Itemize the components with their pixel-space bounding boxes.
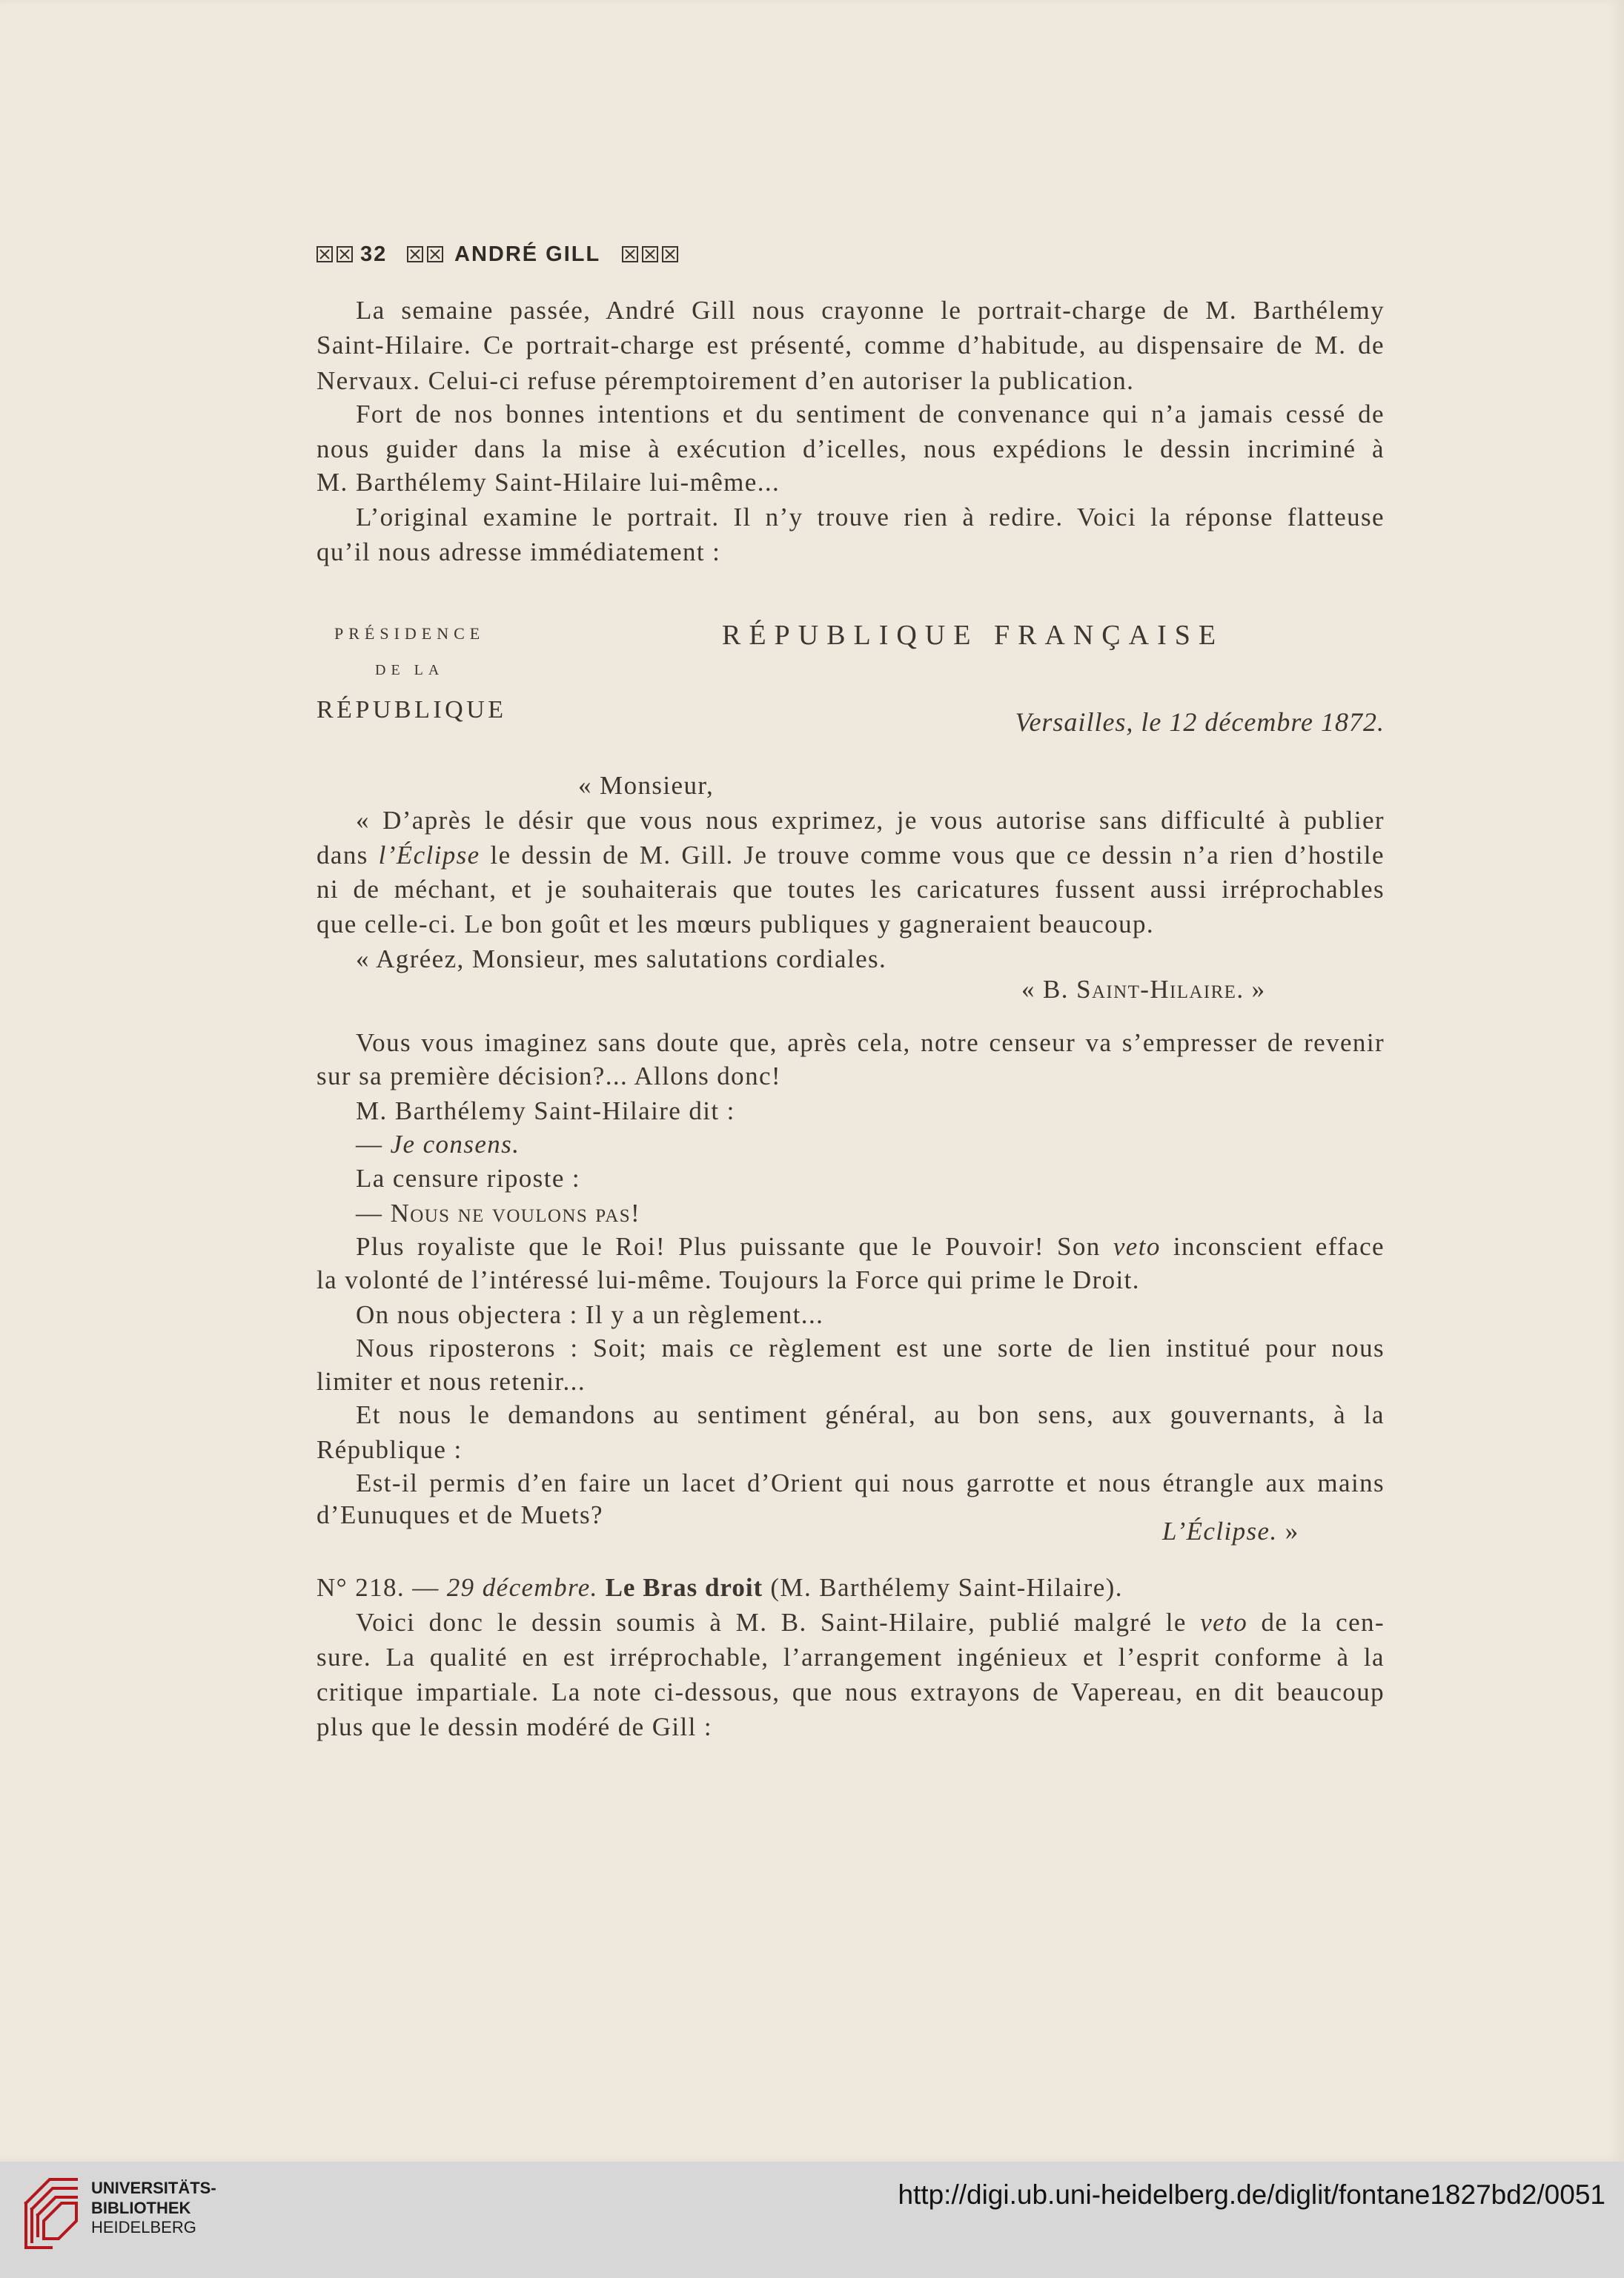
text-line: [316, 1196, 1385, 1231]
text-line: « Agréez, Monsieur, mes salutations cordiales.: [356, 944, 887, 973]
library-name-line: UNIVERSITÄTS-: [91, 2179, 216, 2197]
letter-dateline: Versailles, le 12 décembre 1872.: [1015, 707, 1385, 737]
text-segment: »: [1244, 975, 1266, 1004]
text-line: L’original examine le portrait. Il n’y trouve rien à redire. Voici la réponse flatteuse: [356, 503, 1385, 532]
text-line: la volonté de l’intéressé lui-même. Toujours la Force qui prime le Droit.: [316, 1265, 1140, 1294]
library-name-line: HEIDELBERG: [91, 2218, 196, 2236]
letterhead-title: RÉPUBLIQUE FRANÇAISE: [722, 620, 1224, 651]
text-line: sur sa première décision?... Allons donc!: [316, 1062, 781, 1090]
letter-salutation: « Monsieur,: [578, 771, 715, 800]
ub-heidelberg-logo-icon[interactable]: [21, 2175, 81, 2252]
text-line: La censure riposte :: [356, 1164, 581, 1193]
running-title: ANDRÉ GILL: [454, 242, 601, 266]
text-line: sure. La qualité en est irréprochable, l’arrangement ingénieux et l’esprit conforme à la: [316, 1643, 1385, 1672]
small-caps-text: Nous ne voulons pas!: [390, 1199, 641, 1228]
text-line: Nervaux. Celui-ci refuse péremptoirement d’en autoriser la publication.: [316, 366, 1135, 395]
page-number: 32: [360, 242, 388, 266]
text-segment: « B.: [1021, 975, 1077, 1004]
text-line: que celle-ci. Le bon goût et les mœurs publiques y gagneraient beaucoup.: [316, 910, 1155, 938]
library-footer: [0, 2162, 1624, 2278]
text-line: limiter et nous retenir...: [316, 1367, 586, 1396]
letter-signature: [1021, 973, 1266, 1007]
ornament-icon: [407, 246, 443, 262]
text-segment: Voici donc le dessin soumis à M. B. Saint-Hilaire, publié malgré le: [356, 1608, 1201, 1637]
italic-text: Je consens.: [390, 1130, 520, 1159]
letterhead-office-line: DE LA: [375, 662, 445, 678]
text-line: Est-il permis d’en faire un lacet d’Orient qui nous garrotte et nous étrangle aux mains: [356, 1469, 1385, 1497]
letterhead-office-line: RÉPUBLIQUE: [316, 696, 507, 724]
bold-text: Le Bras droit: [597, 1573, 763, 1602]
text-line: qu’il nous adresse immédiatement :: [316, 537, 721, 566]
text-segment: inconscient efface: [1160, 1232, 1385, 1261]
text-segment: N° 218. —: [316, 1573, 447, 1602]
text-segment: le dessin de M. Gill. Je trouve comme vous que ce dessin n’a rien d’hostile: [480, 841, 1385, 870]
entry-heading: [316, 1571, 1385, 1605]
permalink-url[interactable]: http://digi.ub.uni-heidelberg.de/diglit/fontane1827bd2/0051: [898, 2179, 1605, 2210]
letterhead-office-line: PRÉSIDENCE: [334, 624, 485, 643]
text-line: Nous riposterons : Soit; mais ce règlement est une sorte de lien institué pour nous: [356, 1334, 1385, 1363]
text-segment: dans: [316, 841, 379, 870]
text-line: Vous vous imaginez sans doute que, après cela, notre censeur va s’empresser de revenir: [356, 1028, 1385, 1057]
text-line: plus que le dessin modéré de Gill :: [316, 1712, 713, 1741]
text-line: [316, 1230, 1385, 1264]
italic-text: L’Éclipse.: [1162, 1517, 1278, 1546]
small-caps-text: Saint-Hilaire.: [1076, 975, 1244, 1004]
text-line: ni de méchant, et je souhaiterais que toutes les caricatures fussent aussi irréprochables: [316, 875, 1385, 904]
text-line: On nous objectera : Il y a un règlement...: [356, 1300, 824, 1329]
text-line: [316, 838, 1385, 873]
text-line: M. Barthélemy Saint-Hilaire lui-même...: [316, 468, 780, 497]
commentary-signature: [1162, 1514, 1299, 1549]
text-segment: —: [356, 1130, 391, 1159]
text-segment: —: [356, 1199, 391, 1228]
text-line: [316, 1128, 1385, 1162]
text-line: Saint-Hilaire. Ce portrait-charge est présenté, comme d’habitude, au dispensaire de M. de: [316, 331, 1385, 360]
text-line: « D’après le désir que vous nous exprimez, je vous autorise sans difficulté à publier: [356, 806, 1385, 835]
text-segment: Plus royaliste que le Roi! Plus puissante que le Pouvoir! Son: [356, 1232, 1113, 1261]
ornament-icon: [316, 246, 353, 262]
text-line: Fort de nos bonnes intentions et du sentiment de convenance qui n’a jamais cessé de: [356, 400, 1385, 428]
italic-text: veto: [1200, 1608, 1248, 1637]
text-line: nous guider dans la mise à exécution d’icelles, nous expédions le dessin incriminé à: [316, 434, 1385, 463]
text-line: République :: [316, 1435, 463, 1464]
italic-text: l’Éclipse: [378, 841, 480, 870]
italic-text: 29 décembre.: [446, 1573, 598, 1602]
text-line: Et nous le demandons au sentiment général, au bon sens, aux gouvernants, à la: [356, 1400, 1385, 1429]
italic-text: veto: [1113, 1232, 1161, 1261]
text-line: [316, 1606, 1385, 1640]
text-line: M. Barthélemy Saint-Hilaire dit :: [356, 1096, 735, 1125]
ornament-icon: [622, 246, 678, 262]
text-line: La semaine passée, André Gill nous crayonne le portrait-charge de M. Barthélemy: [356, 296, 1385, 325]
text-segment: de la cen-: [1247, 1608, 1385, 1637]
text-segment: »: [1277, 1517, 1299, 1546]
text-line: d’Eunuques et de Muets?: [316, 1500, 603, 1529]
library-name-line: BIBLIOTHEK: [91, 2199, 191, 2217]
text-line: critique impartiale. La note ci-dessous, que nous extrayons de Vapereau, en dit beaucoup: [316, 1678, 1385, 1706]
text-segment: (M. Barthélemy Saint-Hilaire).: [763, 1573, 1123, 1602]
